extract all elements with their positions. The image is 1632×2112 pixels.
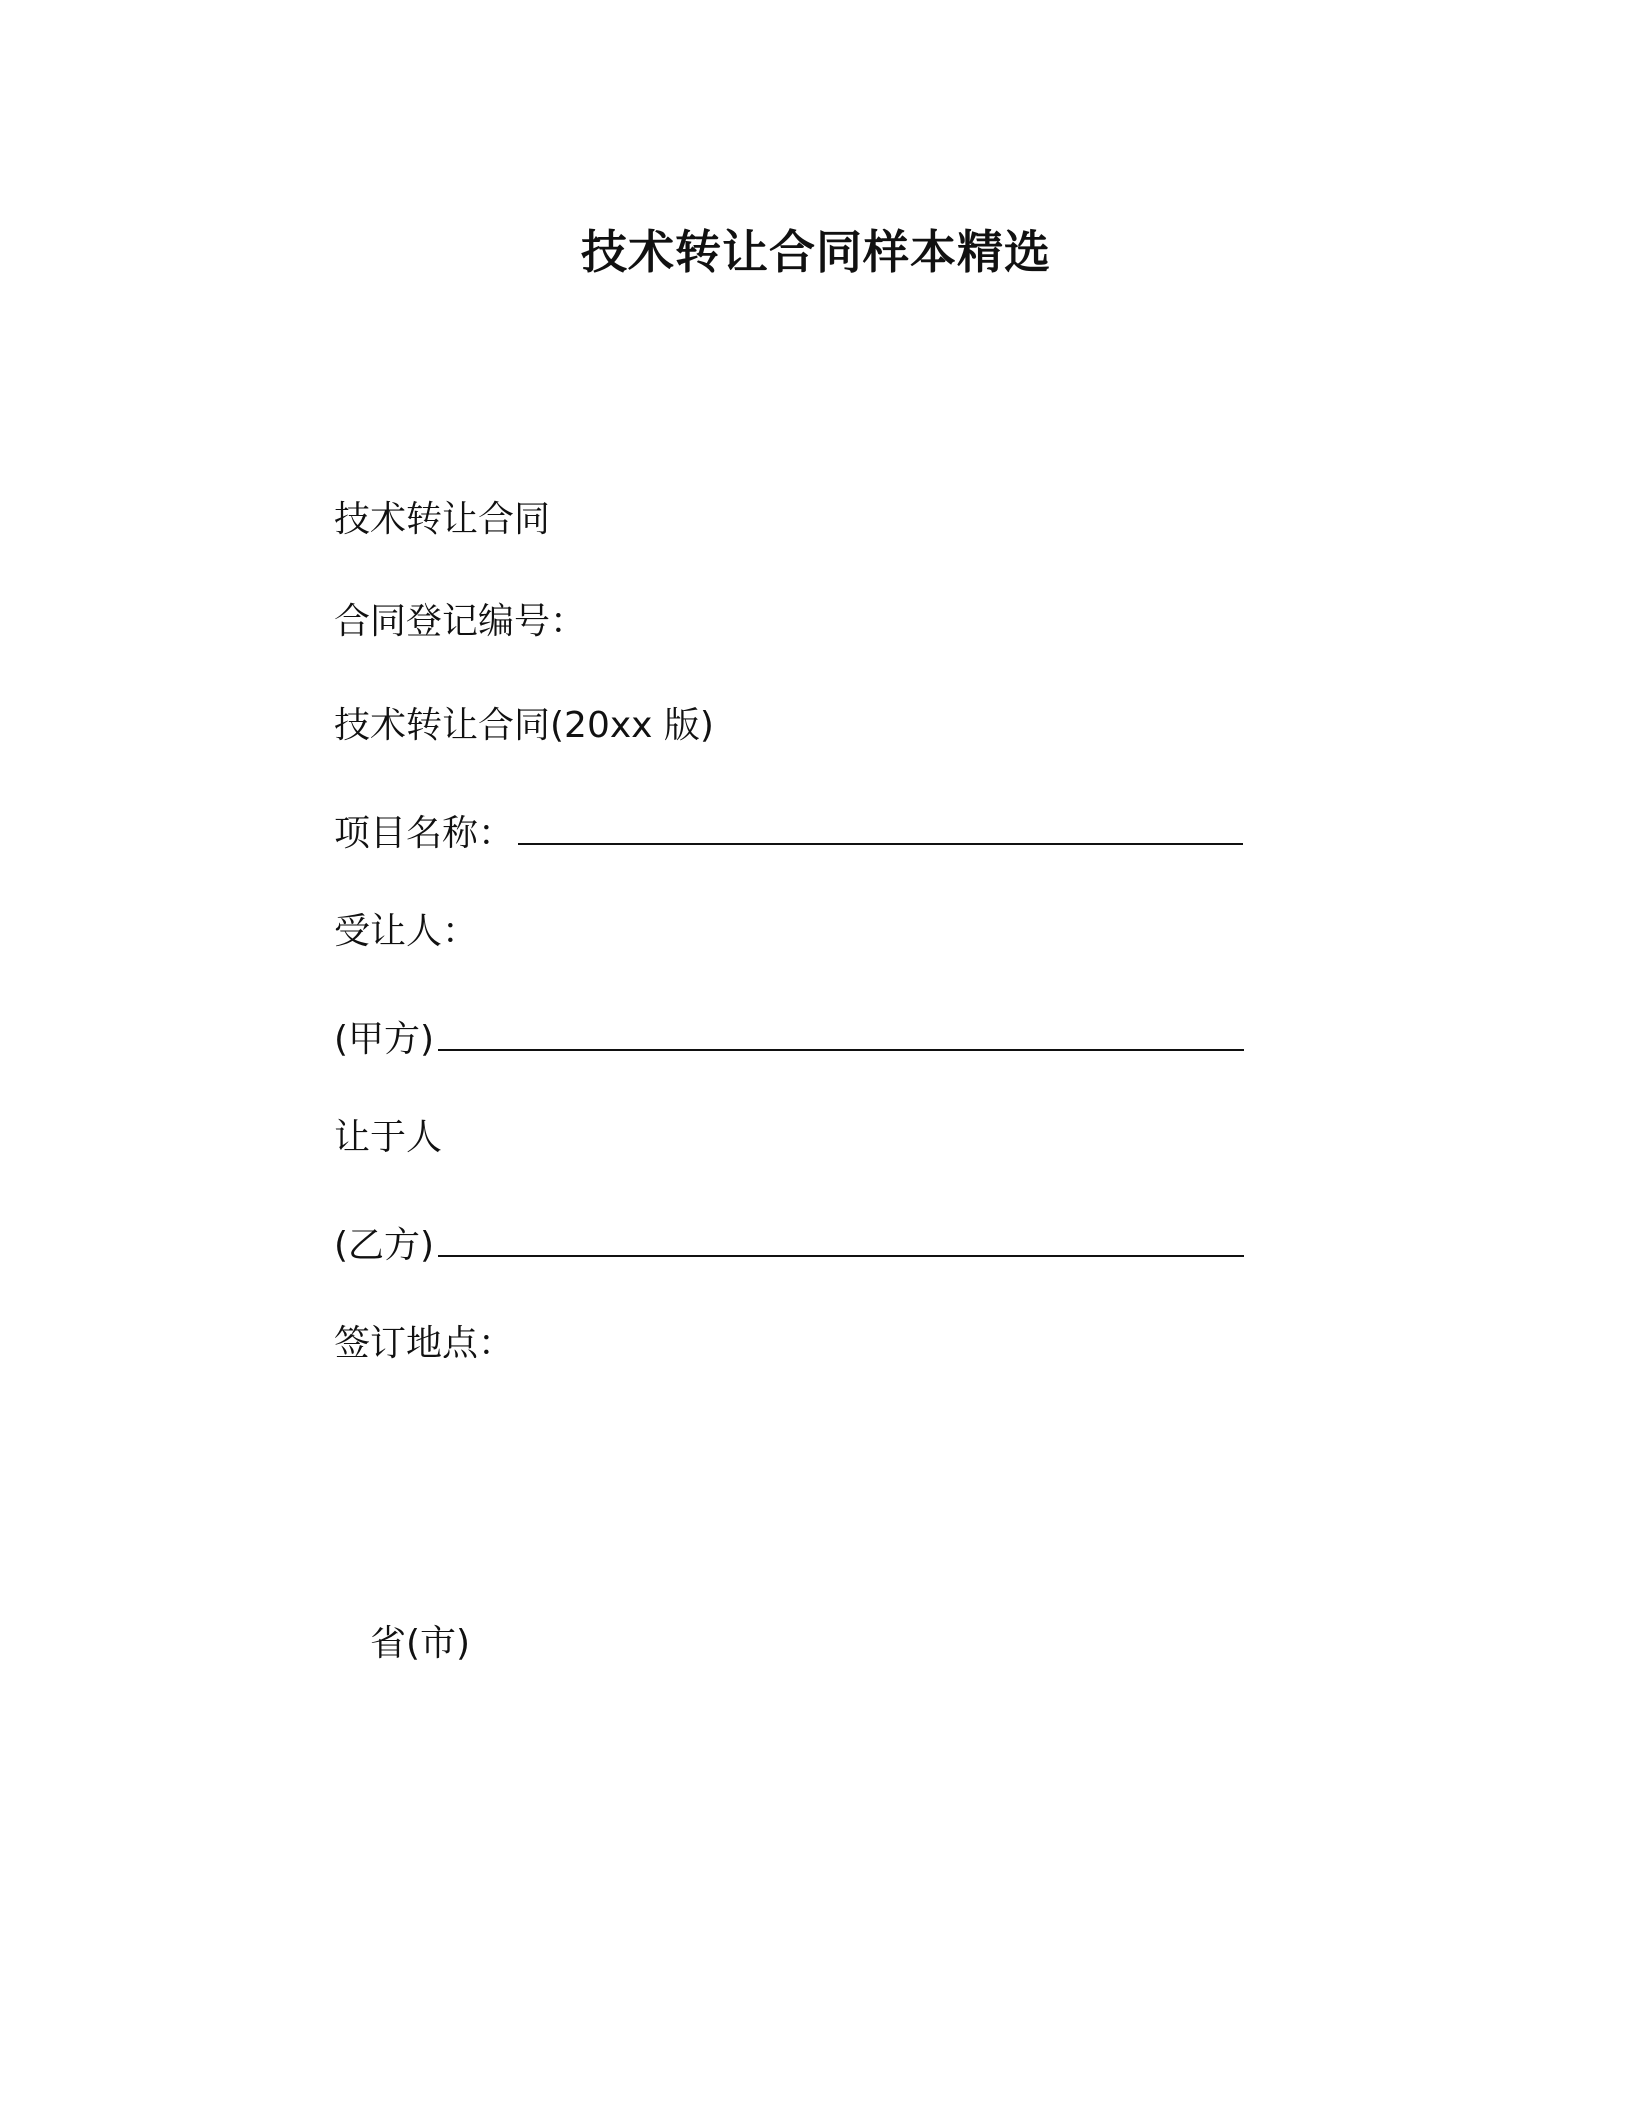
version-line bbox=[334, 702, 714, 750]
project-name-blank bbox=[518, 813, 1243, 845]
province-city-label: 省(市) bbox=[370, 1623, 471, 1664]
project-name-line bbox=[334, 810, 1243, 858]
project-name-label: 项目名称： bbox=[334, 813, 515, 854]
contract-name-text: 技术转让合同 bbox=[334, 499, 551, 540]
signing-place-label: 签订地点： bbox=[334, 1323, 515, 1364]
transferor-line bbox=[334, 1114, 442, 1162]
transferee-line bbox=[334, 908, 478, 956]
party-b-blank bbox=[438, 1225, 1244, 1257]
document-title: 技术转让合同样本精选 bbox=[581, 225, 1051, 279]
party-a-blank bbox=[438, 1019, 1244, 1051]
party-a-line bbox=[334, 1016, 1244, 1064]
party-b-label: (乙方) bbox=[334, 1225, 435, 1266]
party-b-line bbox=[334, 1222, 1244, 1270]
version-text: 技术转让合同(20xx 版) bbox=[334, 705, 714, 746]
party-a-label: (甲方) bbox=[334, 1019, 435, 1060]
province-city-line bbox=[370, 1620, 470, 1668]
registration-number-line bbox=[334, 598, 586, 646]
contract-name-line bbox=[334, 496, 550, 544]
registration-number-label: 合同登记编号： bbox=[334, 601, 587, 642]
transferee-label: 受让人： bbox=[334, 911, 479, 952]
transferor-label: 让于人 bbox=[334, 1117, 443, 1158]
signing-place-line bbox=[334, 1320, 514, 1368]
